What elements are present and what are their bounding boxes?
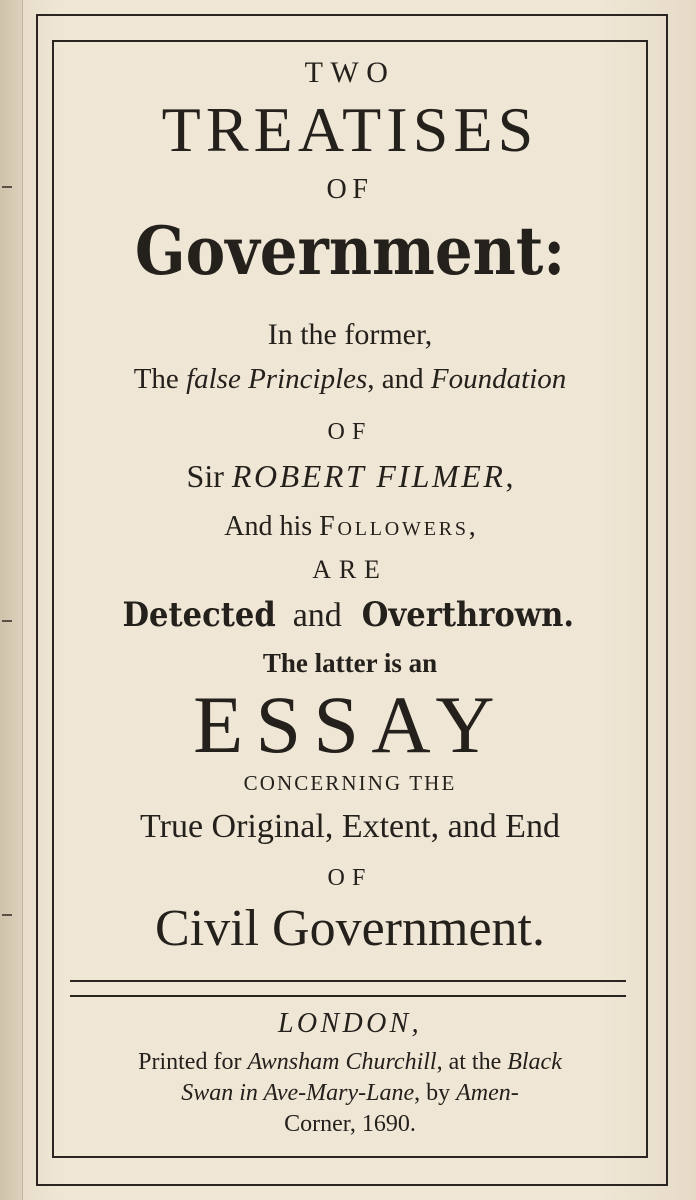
part1-line5-c: , xyxy=(468,511,476,542)
part2-concerning-the: CONCERNING THE xyxy=(243,771,457,795)
part2-essay: ESSAY xyxy=(193,679,507,770)
part1-line5-b: Followers xyxy=(319,511,469,542)
imprint-line2-b: , by xyxy=(414,1080,457,1106)
imprint-line1 xyxy=(52,1050,648,1074)
part1-line2-b: false Principles xyxy=(186,363,368,395)
title-treatises: TREATISES xyxy=(161,94,539,165)
edge-mark xyxy=(2,186,12,188)
title-two: TWO xyxy=(304,56,396,89)
part1-line2-a: The xyxy=(133,363,187,395)
part1-false-principles xyxy=(52,365,648,394)
imprint-london: LONDON, xyxy=(277,1008,423,1039)
edge-mark xyxy=(2,914,12,916)
imprint-line1-b: Awnsham Churchill xyxy=(247,1049,437,1075)
part1-followers xyxy=(52,513,648,541)
imprint-line3: Corner, 1690. xyxy=(284,1111,416,1137)
part1-line2-d: Foundation xyxy=(430,363,567,395)
part1-line2-c: , and xyxy=(367,363,431,395)
part2-civil-government: Civil Government. xyxy=(155,900,545,957)
part1-in-the-former: In the former, xyxy=(267,318,433,351)
imprint-line2 xyxy=(52,1081,648,1105)
imprint-line2-a: Swan in Ave-Mary-Lane xyxy=(181,1080,415,1106)
imprint-line1-d: Black xyxy=(507,1049,562,1075)
part1-line7-c: Overthrown. xyxy=(362,595,575,635)
part1-line5-a: And his xyxy=(224,511,320,542)
imprint-line1-c: , at the xyxy=(436,1049,508,1075)
part2-of: OF xyxy=(327,865,373,891)
part2-the-latter: The latter is an xyxy=(262,648,438,678)
title-government xyxy=(52,212,648,290)
part1-sir-robert-filmer xyxy=(52,460,648,492)
title-of: OF xyxy=(326,174,374,205)
divider-rule-upper xyxy=(70,980,626,982)
imprint-line1-a: Printed for xyxy=(138,1049,248,1075)
part1-line4-a: Sir xyxy=(186,458,232,494)
part1-of: OF xyxy=(327,419,373,445)
divider-rule-lower xyxy=(70,995,626,997)
part1-line4-c: , xyxy=(505,458,514,494)
part1-line7-b: and xyxy=(284,597,351,634)
part1-line4-b: ROBERT FILMER xyxy=(231,458,506,494)
part2-true-original: True Original, Extent, and End xyxy=(140,808,560,845)
part1-line7-a: Detected xyxy=(122,595,276,635)
edge-mark xyxy=(2,620,12,622)
imprint-line2-c: Amen- xyxy=(456,1080,519,1106)
title-government-text: Government: xyxy=(134,212,566,290)
part1-are: ARE xyxy=(312,555,388,584)
adjacent-page-edge xyxy=(0,0,23,1200)
part1-detected-overthrown xyxy=(52,595,648,635)
